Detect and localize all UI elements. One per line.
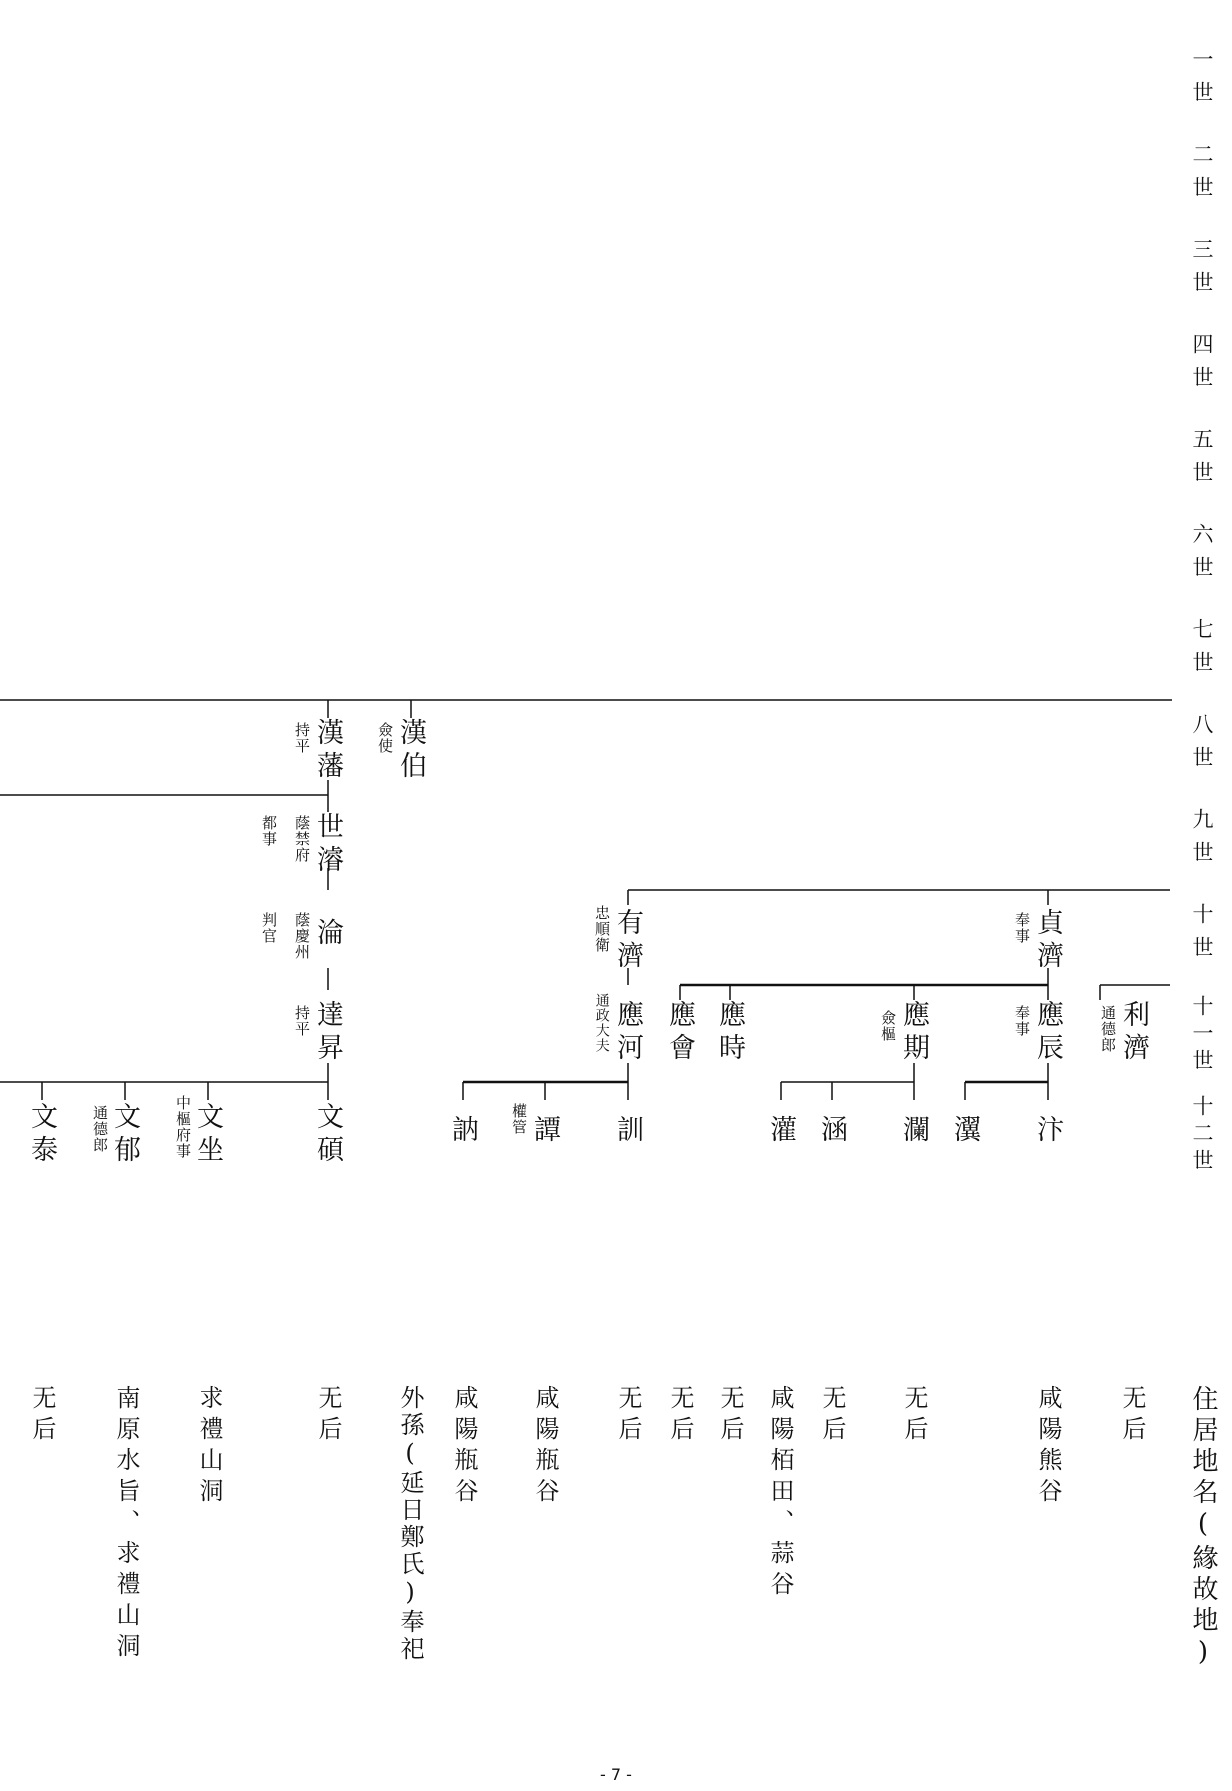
member-title: 持平: [293, 722, 311, 754]
member-name: 漢伯: [395, 718, 426, 784]
generation-label: 五世: [1190, 428, 1214, 494]
generation-label: 十二世: [1190, 1095, 1214, 1176]
member-title: 權管: [510, 1103, 528, 1135]
member-name: 訥: [447, 1115, 478, 1148]
member-title: 通德郎: [91, 1105, 109, 1153]
member-name: 有濟: [612, 908, 643, 974]
residence-note: 无后: [666, 1385, 694, 1447]
residence-note: 无后: [614, 1385, 642, 1447]
residence-header: 住居地名(緣故地): [1188, 1385, 1218, 1672]
page-number: - 7 -: [600, 1765, 632, 1784]
member-name: 汴: [1032, 1115, 1063, 1148]
member-title: 奉事: [1013, 1005, 1031, 1037]
member-title: 中樞府事: [174, 1095, 192, 1159]
member-name: 灌: [765, 1115, 796, 1148]
member-name: 世濬: [312, 812, 343, 878]
residence-note: 无后: [818, 1385, 846, 1447]
generation-label: 十世: [1190, 903, 1214, 969]
residence-note: 南原水旨、求禮山洞: [112, 1385, 140, 1664]
residence-note: 无后: [28, 1385, 56, 1447]
member-name: 瀾: [898, 1115, 929, 1148]
generation-label: 七世: [1190, 618, 1214, 684]
member-name: 應期: [898, 1000, 929, 1066]
member-title: 蔭慶州: [293, 912, 311, 960]
member-title: 蔭禁府: [293, 815, 311, 863]
member-name: 貞濟: [1032, 908, 1063, 974]
member-name: 涵: [816, 1115, 847, 1148]
residence-note: 咸陽栢田、蒜谷: [766, 1385, 794, 1602]
member-name: 淪: [312, 918, 343, 951]
residence-note: 无后: [900, 1385, 928, 1447]
member-title: 僉樞: [879, 1010, 897, 1042]
generation-label: 二世: [1190, 143, 1214, 209]
member-name: 應辰: [1032, 1000, 1063, 1066]
member-title: 通政大夫: [593, 993, 610, 1053]
member-name: 瀷: [949, 1115, 980, 1148]
residence-note: 无后: [314, 1385, 342, 1447]
member-name: 譚: [529, 1115, 560, 1148]
member-title: 忠順衛: [593, 905, 611, 953]
member-title: 都事: [260, 815, 278, 847]
generation-label: 九世: [1190, 808, 1214, 874]
member-name: 訓: [612, 1115, 643, 1148]
generation-label: 一世: [1190, 48, 1214, 114]
member-name: 應河: [612, 1000, 643, 1066]
residence-note: 咸陽熊谷: [1034, 1385, 1062, 1509]
generation-label: 八世: [1190, 713, 1214, 779]
member-title: 判官: [260, 912, 278, 944]
member-title: 僉使: [376, 722, 394, 754]
residence-note: 咸陽瓶谷: [450, 1385, 478, 1509]
member-title: 奉事: [1013, 912, 1031, 944]
residence-note: 咸陽瓶谷: [531, 1385, 559, 1509]
member-name: 應會: [664, 1000, 695, 1066]
member-name: 漢藩: [312, 718, 343, 784]
residence-note: 外孫(延日鄭氏)奉祀: [396, 1385, 424, 1663]
residence-note: 无后: [716, 1385, 744, 1447]
generation-label: 三世: [1190, 238, 1214, 304]
generation-label: 六世: [1190, 523, 1214, 589]
member-name: 利濟: [1118, 1000, 1149, 1066]
member-name: 文泰: [26, 1102, 57, 1168]
member-name: 文郁: [109, 1102, 140, 1168]
member-title: 通德郎: [1099, 1005, 1117, 1053]
generation-label: 十一世: [1190, 995, 1214, 1076]
member-title: 持平: [293, 1005, 311, 1037]
member-name: 達昇: [312, 1000, 343, 1066]
residence-note: 无后: [1118, 1385, 1146, 1447]
member-name: 文碩: [312, 1102, 343, 1168]
member-name: 文坐: [192, 1102, 223, 1168]
generation-label: 四世: [1190, 333, 1214, 399]
residence-note: 求禮山洞: [195, 1385, 223, 1509]
member-name: 應時: [714, 1000, 745, 1066]
